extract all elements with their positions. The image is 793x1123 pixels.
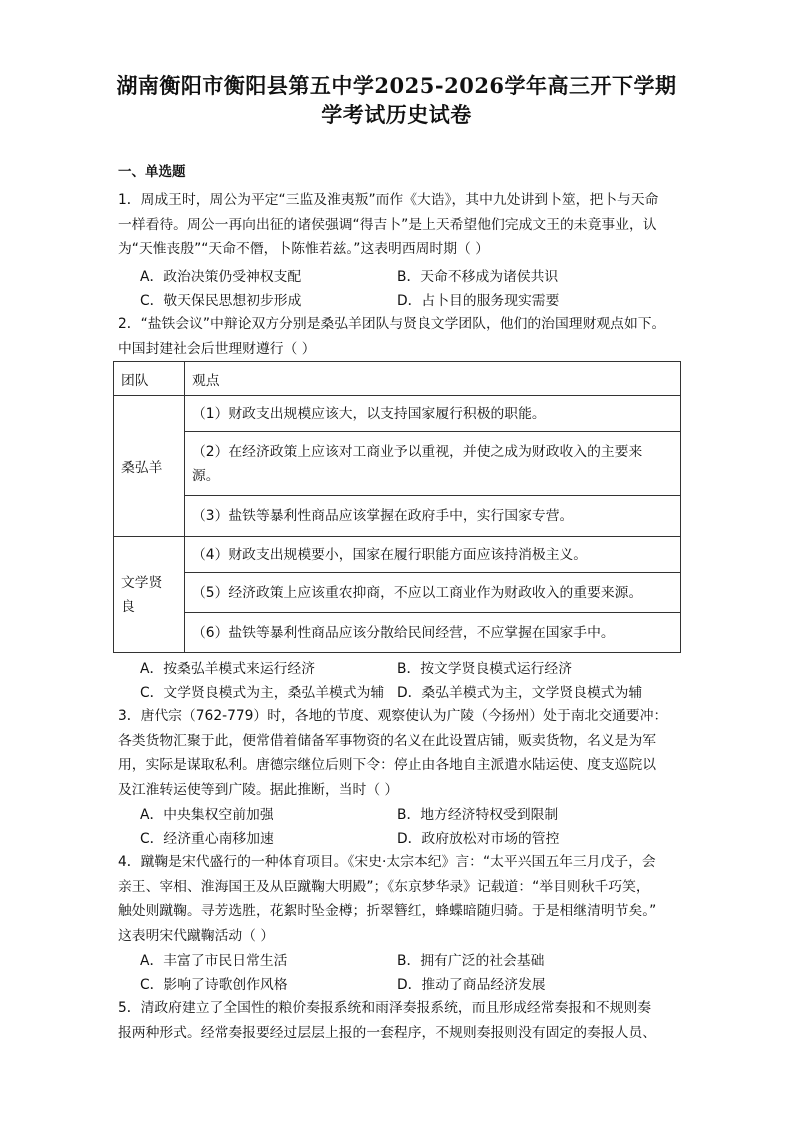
question-1-option-d[interactable]: D．占卜目的服务现实需要 — [397, 293, 560, 309]
question-5-stem — [118, 996, 680, 1045]
table-cell: （1）财政支出规模应该大，以支持国家履行积极的职能。 — [185, 396, 681, 432]
viewpoints-table — [113, 361, 681, 653]
question-4-option-a[interactable]: A．丰富了市民日常生活 — [140, 953, 288, 969]
question-line: 2．“盐铁会议”中辩论双方分别是桑弘羊团队与贤良文学团队，他们的治国理财观点如下。 — [118, 316, 666, 332]
table-row — [114, 537, 681, 573]
question-2-option-a[interactable]: A．按桑弘羊模式来运行经济 — [140, 661, 315, 677]
question-2-option-d[interactable]: D．桑弘羊模式为主，文学贤良模式为辅 — [397, 685, 643, 701]
table-header-team: 团队 — [114, 362, 185, 396]
question-line: 4．蹴鞠是宋代盛行的一种体育项目。《宋史·太宗本纪》言：“太平兴国五年三月戊子，会 — [118, 854, 656, 870]
section-heading: 一、单选题 — [118, 164, 186, 180]
question-line: 触处则蹴鞠。寻芳选胜，花絮时坠金樽；折翠簪红，蜂蝶暗随归骑。于是相继清明节矣。” — [118, 903, 657, 919]
question-line: 3．唐代宗（762-779）时，各地的节度、观察使认为广陵（今扬州）处于南北交通要冲： — [118, 708, 668, 724]
table-cell: （2）在经济政策上应该对工商业予以重视，并使之成为财政收入的主要来 源。 — [185, 432, 681, 496]
question-line: 用，实际是谋取私利。唐德宗继位后则下令：停止由各地自主派遣水陆运使、度支巡院以 — [118, 757, 657, 773]
page-title-line-1: 湖南衡阳市衡阳县第五中学2025-2026学年高三开下学期 — [116, 73, 677, 98]
question-line: 1．周成王时，周公为平定“三监及淮夷叛”而作《大诰》，其中九处讲到卜筮，把卜与天命 — [118, 192, 659, 208]
question-1-stem — [118, 188, 680, 262]
table-row — [114, 496, 681, 537]
table-header-viewpoint: 观点 — [185, 362, 681, 396]
question-4-option-c[interactable]: C．影响了诗歌创作风格 — [140, 977, 288, 993]
table-row — [114, 573, 681, 613]
question-1-option-b[interactable]: B．天命不移成为诸侯共识 — [397, 269, 559, 285]
question-3-option-b[interactable]: B．地方经济特权受到限制 — [397, 807, 559, 823]
question-line: 中国封建社会后世理财遵行（ ） — [118, 340, 316, 357]
table-cell: （4）财政支出规模要小，国家在履行职能方面应该持消极主义。 — [185, 537, 681, 573]
question-3-stem — [118, 704, 680, 802]
table-row — [114, 432, 681, 496]
table-cell: （5）经济政策上应该重农抑商，不应以工商业作为财政收入的重要来源。 — [185, 573, 681, 613]
table-cell: （6）盐铁等暴利性商品应该分散给民间经营，不应掌握在国家手中。 — [185, 613, 681, 653]
question-4-stem — [118, 850, 680, 948]
question-line: 5．清政府建立了全国性的粮价奏报系统和雨泽奏报系统，而且形成经常奏报和不规则奏 — [118, 1000, 652, 1016]
question-2-stem — [118, 312, 680, 361]
question-4-option-b[interactable]: B．拥有广泛的社会基础 — [397, 953, 545, 969]
question-1-option-a[interactable]: A．政治决策仍受神权支配 — [140, 269, 302, 285]
page-title-line-2: 学考试历史试卷 — [321, 102, 472, 127]
question-2-option-b[interactable]: B．按文学贤良模式运行经济 — [397, 661, 573, 677]
question-line: 报两种形式。经常奏报要经过层层上报的一套程序，不规则奏报则没有固定的奏报人员、 — [118, 1024, 657, 1041]
table-row — [114, 613, 681, 653]
team-sang-hongyang: 桑弘羊 — [114, 396, 185, 537]
question-line: 及江淮转运使等到广陵。据此推断，当时（ ） — [118, 781, 399, 798]
table-row — [114, 396, 681, 432]
table-header-row — [114, 362, 681, 396]
question-line: 亲王、宰相、淮海国王及从臣蹴鞠大明殿”；《东京梦华录》记载道：“举目则秋千巧笑， — [118, 878, 650, 895]
question-line: 为“天惟丧殷”“天命不僭，卜陈惟若兹。”这表明西周时期（ ） — [118, 241, 489, 257]
question-4-option-d[interactable]: D．推动了商品经济发展 — [397, 977, 546, 993]
question-1-option-c[interactable]: C．敬天保民思想初步形成 — [140, 293, 302, 309]
question-line: 一样看待。周公一再向出征的诸侯强调“得吉卜”是上天希望他们完成文王的未竟事业，认 — [118, 216, 657, 233]
question-2-option-c[interactable]: C．文学贤良模式为主，桑弘羊模式为辅 — [140, 685, 385, 701]
question-3-option-c[interactable]: C．经济重心南移加速 — [140, 831, 274, 847]
question-line: 各类货物汇聚于此，便常借着储备军事物资的名义在此设置店铺，贩卖货物，名义是为军 — [118, 732, 657, 749]
question-line: 这表明宋代蹴鞠活动（ ） — [118, 927, 275, 944]
question-3-option-a[interactable]: A．中央集权空前加强 — [140, 807, 274, 823]
table-cell: （3）盐铁等暴利性商品应该掌握在政府手中，实行国家专营。 — [185, 496, 681, 537]
question-3-option-d[interactable]: D．政府放松对市场的管控 — [397, 831, 560, 847]
team-wenxue-xianliang: 文学贤 良 — [114, 537, 185, 653]
